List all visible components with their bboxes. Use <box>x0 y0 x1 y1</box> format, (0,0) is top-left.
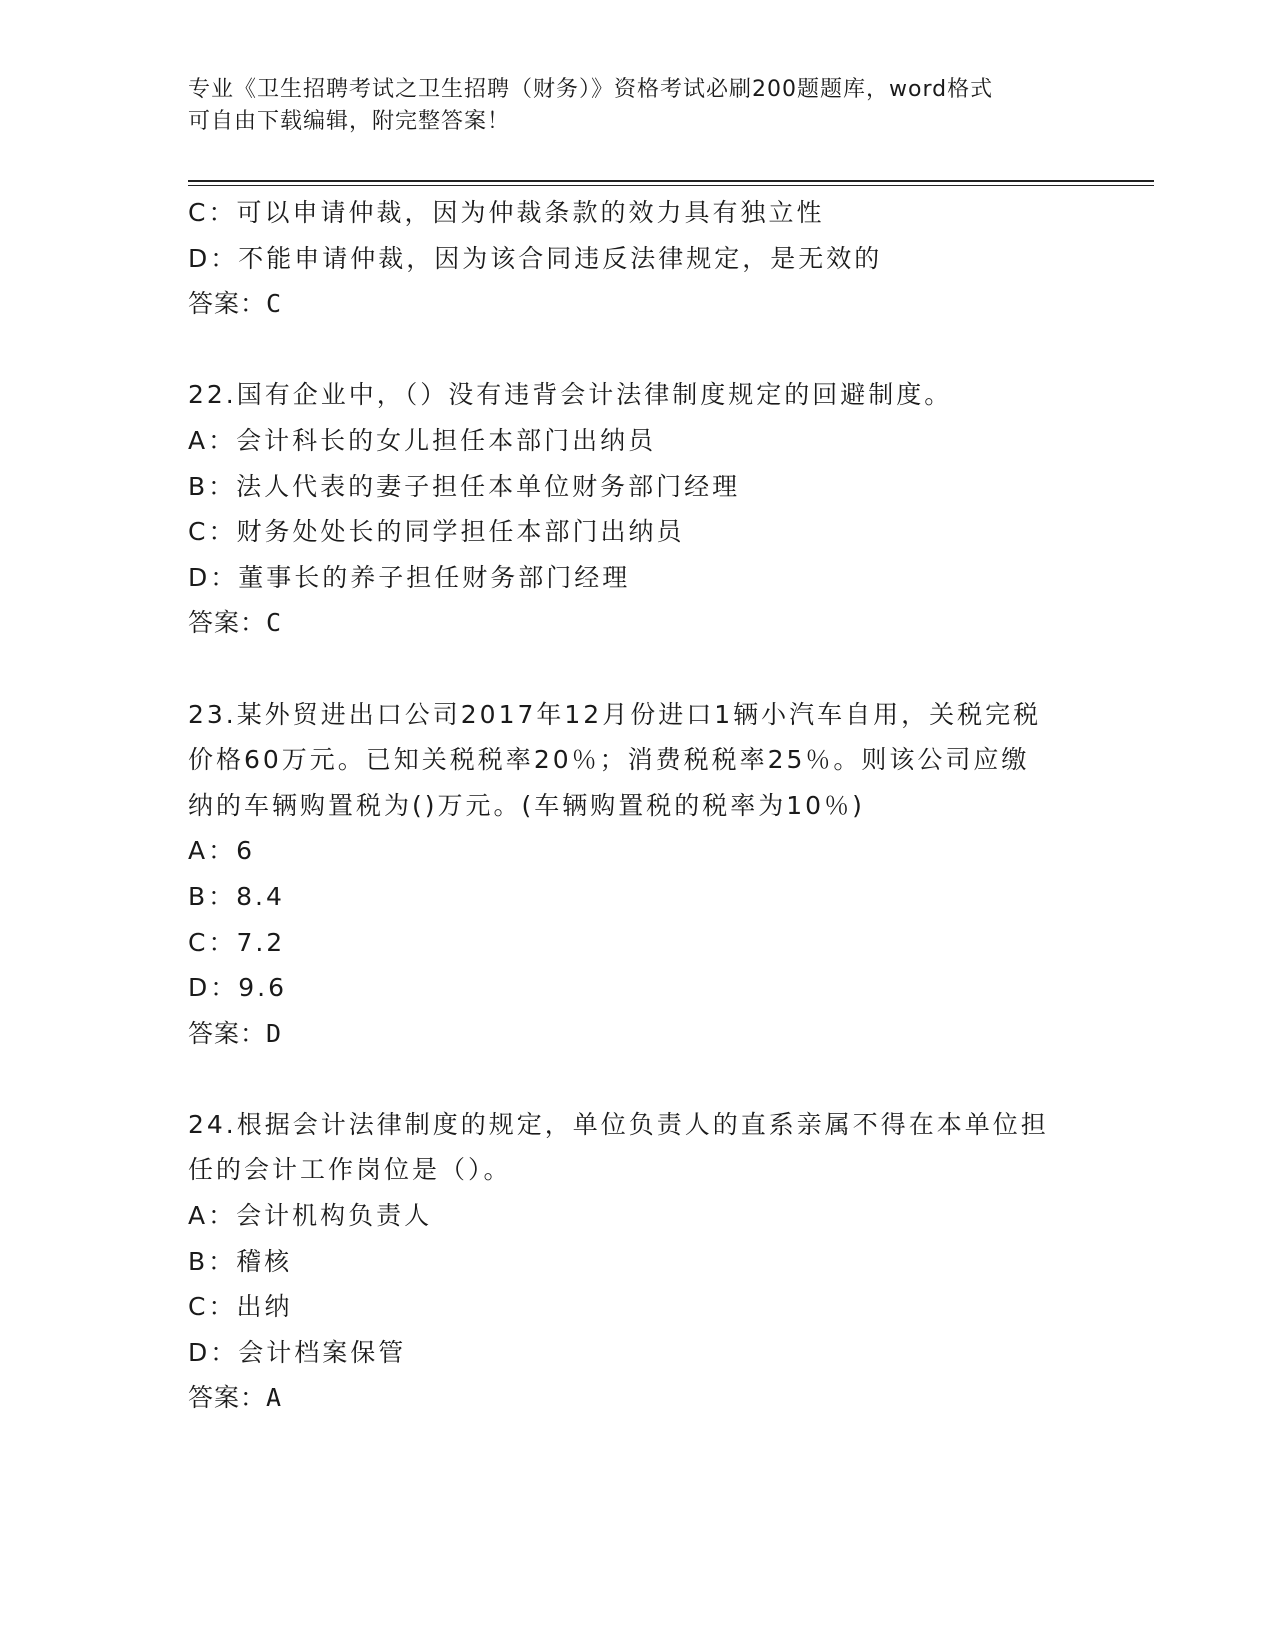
question-stem-line-2: 任的会计工作岗位是（）。 <box>188 1155 512 1185</box>
option-a: A：会计科长的女儿担任本部门出纳员 <box>188 425 657 455</box>
spacer <box>188 327 1088 373</box>
header-divider-thick <box>188 180 1154 182</box>
question-23 <box>188 692 1088 1057</box>
spacer <box>188 646 1088 692</box>
option-c: C：财务处处长的同学担任本部门出纳员 <box>188 517 685 547</box>
header-title-line-2: 可自由下载编辑，附完整答案！ <box>188 109 511 134</box>
answer: 答案：C <box>188 608 283 638</box>
question-21-tail <box>188 190 1088 327</box>
question-stem-line-2: 价格60万元。已知关税税率20％；消费税税率25％。则该公司应缴 <box>188 745 1030 775</box>
option-c: C：出纳 <box>188 1292 293 1322</box>
option-b: B：法人代表的妻子担任本单位财务部门经理 <box>188 471 741 501</box>
option-a: A：会计机构负责人 <box>188 1201 433 1231</box>
question-stem-line-1: 23.某外贸进出口公司2017年12月份进口1辆小汽车自用，关税完税 <box>188 699 1042 729</box>
header-title-line-1: 专业《卫生招聘考试之卫生招聘（财务）》资格考试必刷200题题库，word格式 <box>188 77 994 102</box>
question-stem: 22.国有企业中，（）没有违背会计法律制度规定的回避制度。 <box>188 380 953 410</box>
option-b: B：稽核 <box>188 1246 293 1276</box>
question-stem-line-3: 纳的车辆购置税为()万元。(车辆购置税的税率为10％) <box>188 790 865 820</box>
question-22 <box>188 372 1088 646</box>
option-d: D：会计档案保管 <box>188 1337 407 1367</box>
answer: 答案：D <box>188 1018 283 1048</box>
option-c: C：可以申请仲裁，因为仲裁条款的效力具有独立性 <box>188 198 825 227</box>
document-header <box>188 74 1088 138</box>
header-divider-thin <box>188 185 1154 186</box>
answer: 答案：C <box>188 289 283 319</box>
option-d: D：董事长的养子担任财务部门经理 <box>188 562 631 592</box>
option-d: D：不能申请仲裁，因为该合同违反法律规定，是无效的 <box>188 243 883 273</box>
answer: 答案：A <box>188 1383 283 1413</box>
question-stem-line-1: 24.根据会计法律制度的规定，单位负责人的直系亲属不得在本单位担 <box>188 1109 1049 1139</box>
question-24 <box>188 1102 1088 1421</box>
question-list <box>188 190 1088 1421</box>
option-c: C：7.2 <box>188 927 286 957</box>
option-b: B：8.4 <box>188 881 285 911</box>
option-a: A：6 <box>188 836 256 866</box>
spacer <box>188 1056 1088 1102</box>
option-d: D：9.6 <box>188 973 288 1003</box>
